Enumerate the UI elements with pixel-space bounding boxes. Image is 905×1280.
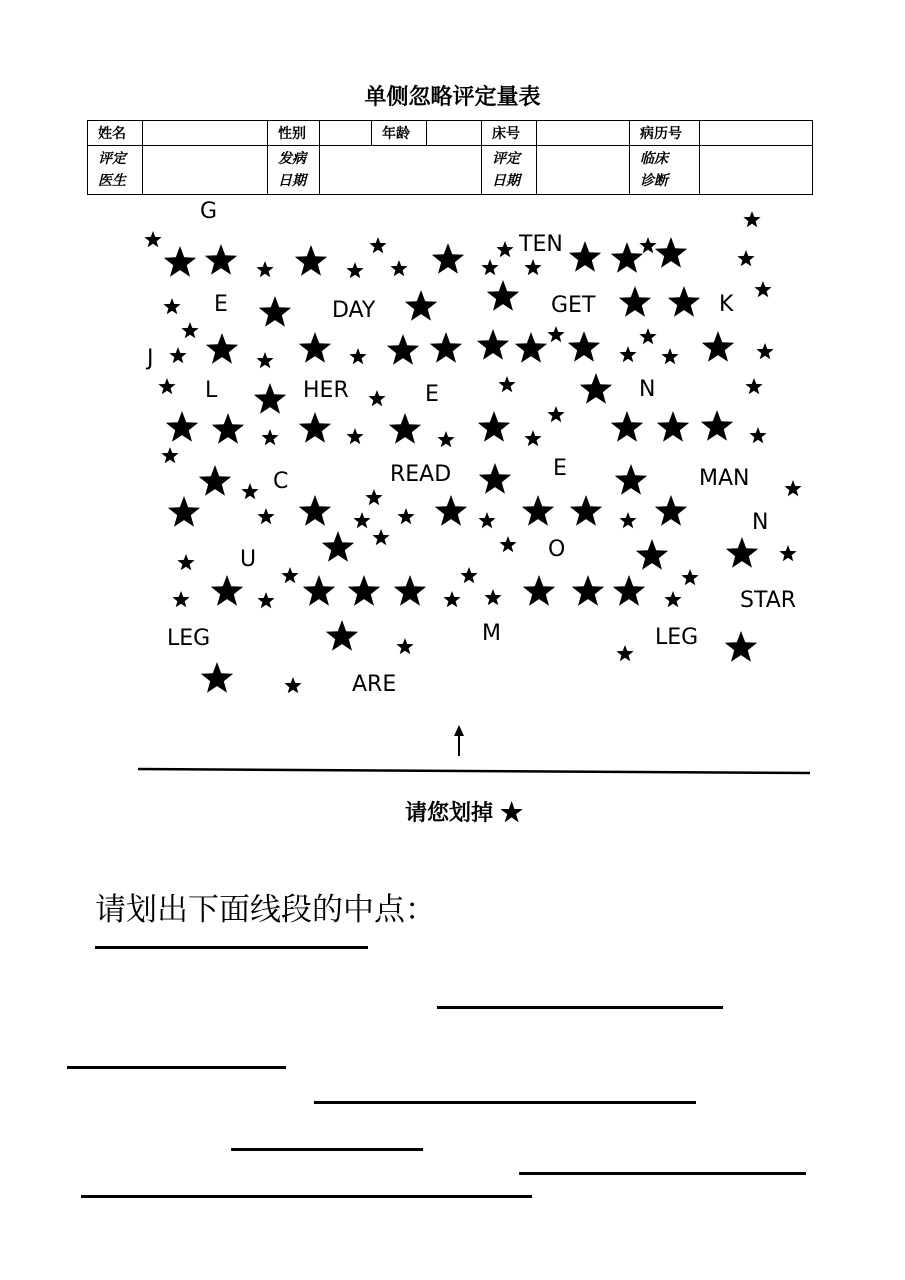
large-star-icon [405,290,437,321]
distractor-word: ARE [352,672,397,697]
small-star-icon[interactable] [784,480,801,496]
bisection-line[interactable] [67,1066,286,1069]
large-star-icon [702,331,734,362]
large-star-icon [613,575,645,606]
small-star-icon[interactable] [368,390,385,406]
large-star-icon [568,331,600,362]
onset-label [268,146,320,195]
large-star-icon [611,411,643,442]
small-star-icon[interactable] [181,322,198,338]
onset-label-line1: 发病 [278,151,306,167]
distractor-word: G [200,199,218,224]
small-star-icon[interactable] [256,261,273,277]
large-star-icon [299,412,331,443]
distractor-word: N [639,377,656,402]
large-star-icon [726,537,758,568]
patient-info-table [87,120,813,195]
name-label: 姓名 [88,121,143,146]
distractor-word: E [214,292,228,317]
small-star-icon[interactable] [749,427,766,443]
bisection-line[interactable] [519,1172,806,1175]
large-star-icon [479,463,511,494]
distractor-word: C [273,469,289,494]
large-star-icon [477,329,509,360]
cancel-instruction: 请您划掉 ★ [405,800,523,826]
large-star-icon [478,411,510,442]
distractor-word: E [425,382,439,407]
small-star-icon[interactable] [639,328,656,344]
small-star-icon[interactable] [737,250,754,266]
diagnosis-field[interactable] [700,146,813,195]
large-star-icon [725,631,757,662]
small-star-icon[interactable] [524,430,541,446]
small-star-icon[interactable] [524,259,541,275]
sex-field[interactable] [320,121,372,146]
bisection-line[interactable] [81,1195,532,1198]
form-title: 单侧忽略评定量表 [364,84,541,110]
small-star-icon[interactable] [664,591,681,607]
record-field[interactable] [700,121,813,146]
large-star-icon [206,333,238,364]
small-star-icon[interactable] [369,237,386,253]
distractor-word: HER [303,378,349,403]
large-star-icon [435,495,467,526]
test-baseline [138,769,810,773]
large-star-icon [322,531,354,562]
small-star-icon[interactable] [619,512,636,528]
doctor-field[interactable] [143,146,268,195]
large-star-icon [326,620,358,651]
large-star-icon [515,332,547,363]
small-star-icon[interactable] [169,347,186,363]
small-star-icon[interactable] [172,591,189,607]
large-star-icon [201,662,233,693]
distractor-word: TEN [519,232,563,257]
large-star-icon [701,410,733,441]
star-cancellation-test[interactable] [136,196,812,836]
large-star-icon [655,495,687,526]
small-star-icon[interactable] [397,508,414,524]
doctor-label-line2: 医生 [98,173,126,189]
age-label: 年龄 [372,121,427,146]
large-star-icon [394,575,426,606]
large-star-icon [164,246,196,277]
name-field[interactable] [143,121,268,146]
large-star-icon [611,242,643,273]
distractor-word: LEG [655,625,699,650]
large-star-icon [487,280,519,311]
large-star-icon [259,296,291,327]
diagnosis-label [630,146,700,195]
large-star-icon [570,495,602,526]
small-star-icon[interactable] [177,554,194,570]
small-star-icon[interactable] [261,429,278,445]
large-star-icon [668,286,700,317]
small-star-icon[interactable] [161,447,178,463]
eval-date-field[interactable] [537,146,630,195]
distractor-word: M [482,621,501,646]
large-star-icon [387,334,419,365]
onset-label-line2: 日期 [278,173,306,189]
large-star-icon [303,575,335,606]
large-star-icon [299,495,331,526]
large-star-icon [299,332,331,363]
distractor-word: READ [390,462,452,487]
small-star-icon[interactable] [443,591,460,607]
small-star-icon[interactable] [163,298,180,314]
small-star-icon[interactable] [756,343,773,359]
small-star-icon[interactable] [365,489,382,505]
bisection-prompt: 请划出下面线段的中点： [95,892,436,928]
distractor-word: STAR [740,588,797,613]
large-star-icon [295,245,327,276]
diagnosis-label-line2: 诊断 [640,173,668,189]
small-star-icon[interactable] [256,352,273,368]
large-star-icon [522,495,554,526]
small-star-icon[interactable] [547,406,564,422]
small-star-icon[interactable] [372,529,389,545]
small-star-icon[interactable] [484,589,501,605]
large-star-icon [389,413,421,444]
bed-field[interactable] [537,121,630,146]
small-star-icon[interactable] [481,259,498,275]
large-star-icon [166,411,198,442]
eval-date-label [482,146,537,195]
small-star-icon[interactable] [346,428,363,444]
small-star-icon[interactable] [547,326,564,342]
distractor-word: N [752,510,769,535]
arrow-up-icon [454,725,464,736]
large-star-icon [211,575,243,606]
eval-date-label-line1: 评定 [492,151,520,167]
large-star-icon [615,464,647,495]
bed-label: 床号 [482,121,537,146]
small-star-icon[interactable] [257,508,274,524]
small-star-icon[interactable] [639,237,656,253]
distractor-word: U [240,547,257,572]
distractor-word: J [147,346,154,371]
small-star-icon[interactable] [396,638,413,654]
small-star-icon[interactable] [743,211,760,227]
large-star-icon [430,332,462,363]
small-star-icon[interactable] [281,567,298,583]
bisection-line[interactable] [231,1148,423,1151]
large-star-icon [205,244,237,275]
large-star-icon [655,237,687,268]
small-star-icon[interactable] [349,348,366,364]
large-star-icon [254,383,286,414]
doctor-label-line1: 评定 [98,151,126,167]
small-star-icon[interactable] [158,378,175,394]
large-star-icon [619,286,651,317]
age-field[interactable] [427,121,482,146]
small-star-icon[interactable] [681,569,698,585]
distractor-word: DAY [332,298,376,323]
large-star-icon [523,575,555,606]
small-star-icon[interactable] [257,592,274,608]
distractor-word: LEG [167,626,211,651]
distractor-word: K [719,292,734,317]
small-star-icon[interactable] [353,512,370,528]
small-star-icon[interactable] [754,281,771,297]
small-star-icon[interactable] [779,545,796,561]
record-label: 病历号 [630,121,700,146]
small-star-icon[interactable] [241,483,258,499]
sex-label: 性别 [268,121,320,146]
small-star-icon[interactable] [619,346,636,362]
large-star-icon [580,373,612,404]
bisection-line[interactable] [437,1006,723,1009]
small-star-icon[interactable] [144,231,161,247]
distractor-word: E [553,456,567,481]
large-star-icon [432,243,464,274]
large-star-icon [569,241,601,272]
diagnosis-label-line1: 临床 [640,151,668,167]
distractor-word: GET [551,293,596,318]
bisection-line[interactable] [95,946,368,949]
small-star-icon[interactable] [478,512,495,528]
onset-field[interactable] [320,146,482,195]
distractor-word: MAN [699,466,750,491]
small-star-icon[interactable] [460,567,477,583]
small-star-icon[interactable] [499,536,516,552]
small-star-icon[interactable] [745,378,762,394]
large-star-icon [168,496,200,527]
small-star-icon[interactable] [284,677,301,693]
bisection-line[interactable] [314,1101,696,1104]
small-star-icon[interactable] [496,241,513,257]
large-star-icon [572,575,604,606]
distractor-word: L [205,378,218,403]
large-star-icon [657,411,689,442]
large-star-icon [199,465,231,496]
large-star-icon [348,575,380,606]
small-star-icon[interactable] [661,348,678,364]
small-star-icon[interactable] [390,260,407,276]
doctor-label [88,146,143,195]
distractor-word: O [548,537,566,562]
eval-date-label-line2: 日期 [492,173,520,189]
large-star-icon [636,539,668,570]
large-star-icon [212,413,244,444]
small-star-icon[interactable] [498,376,515,392]
small-star-icon[interactable] [346,262,363,278]
small-star-icon[interactable] [437,431,454,447]
small-star-icon[interactable] [616,645,633,661]
